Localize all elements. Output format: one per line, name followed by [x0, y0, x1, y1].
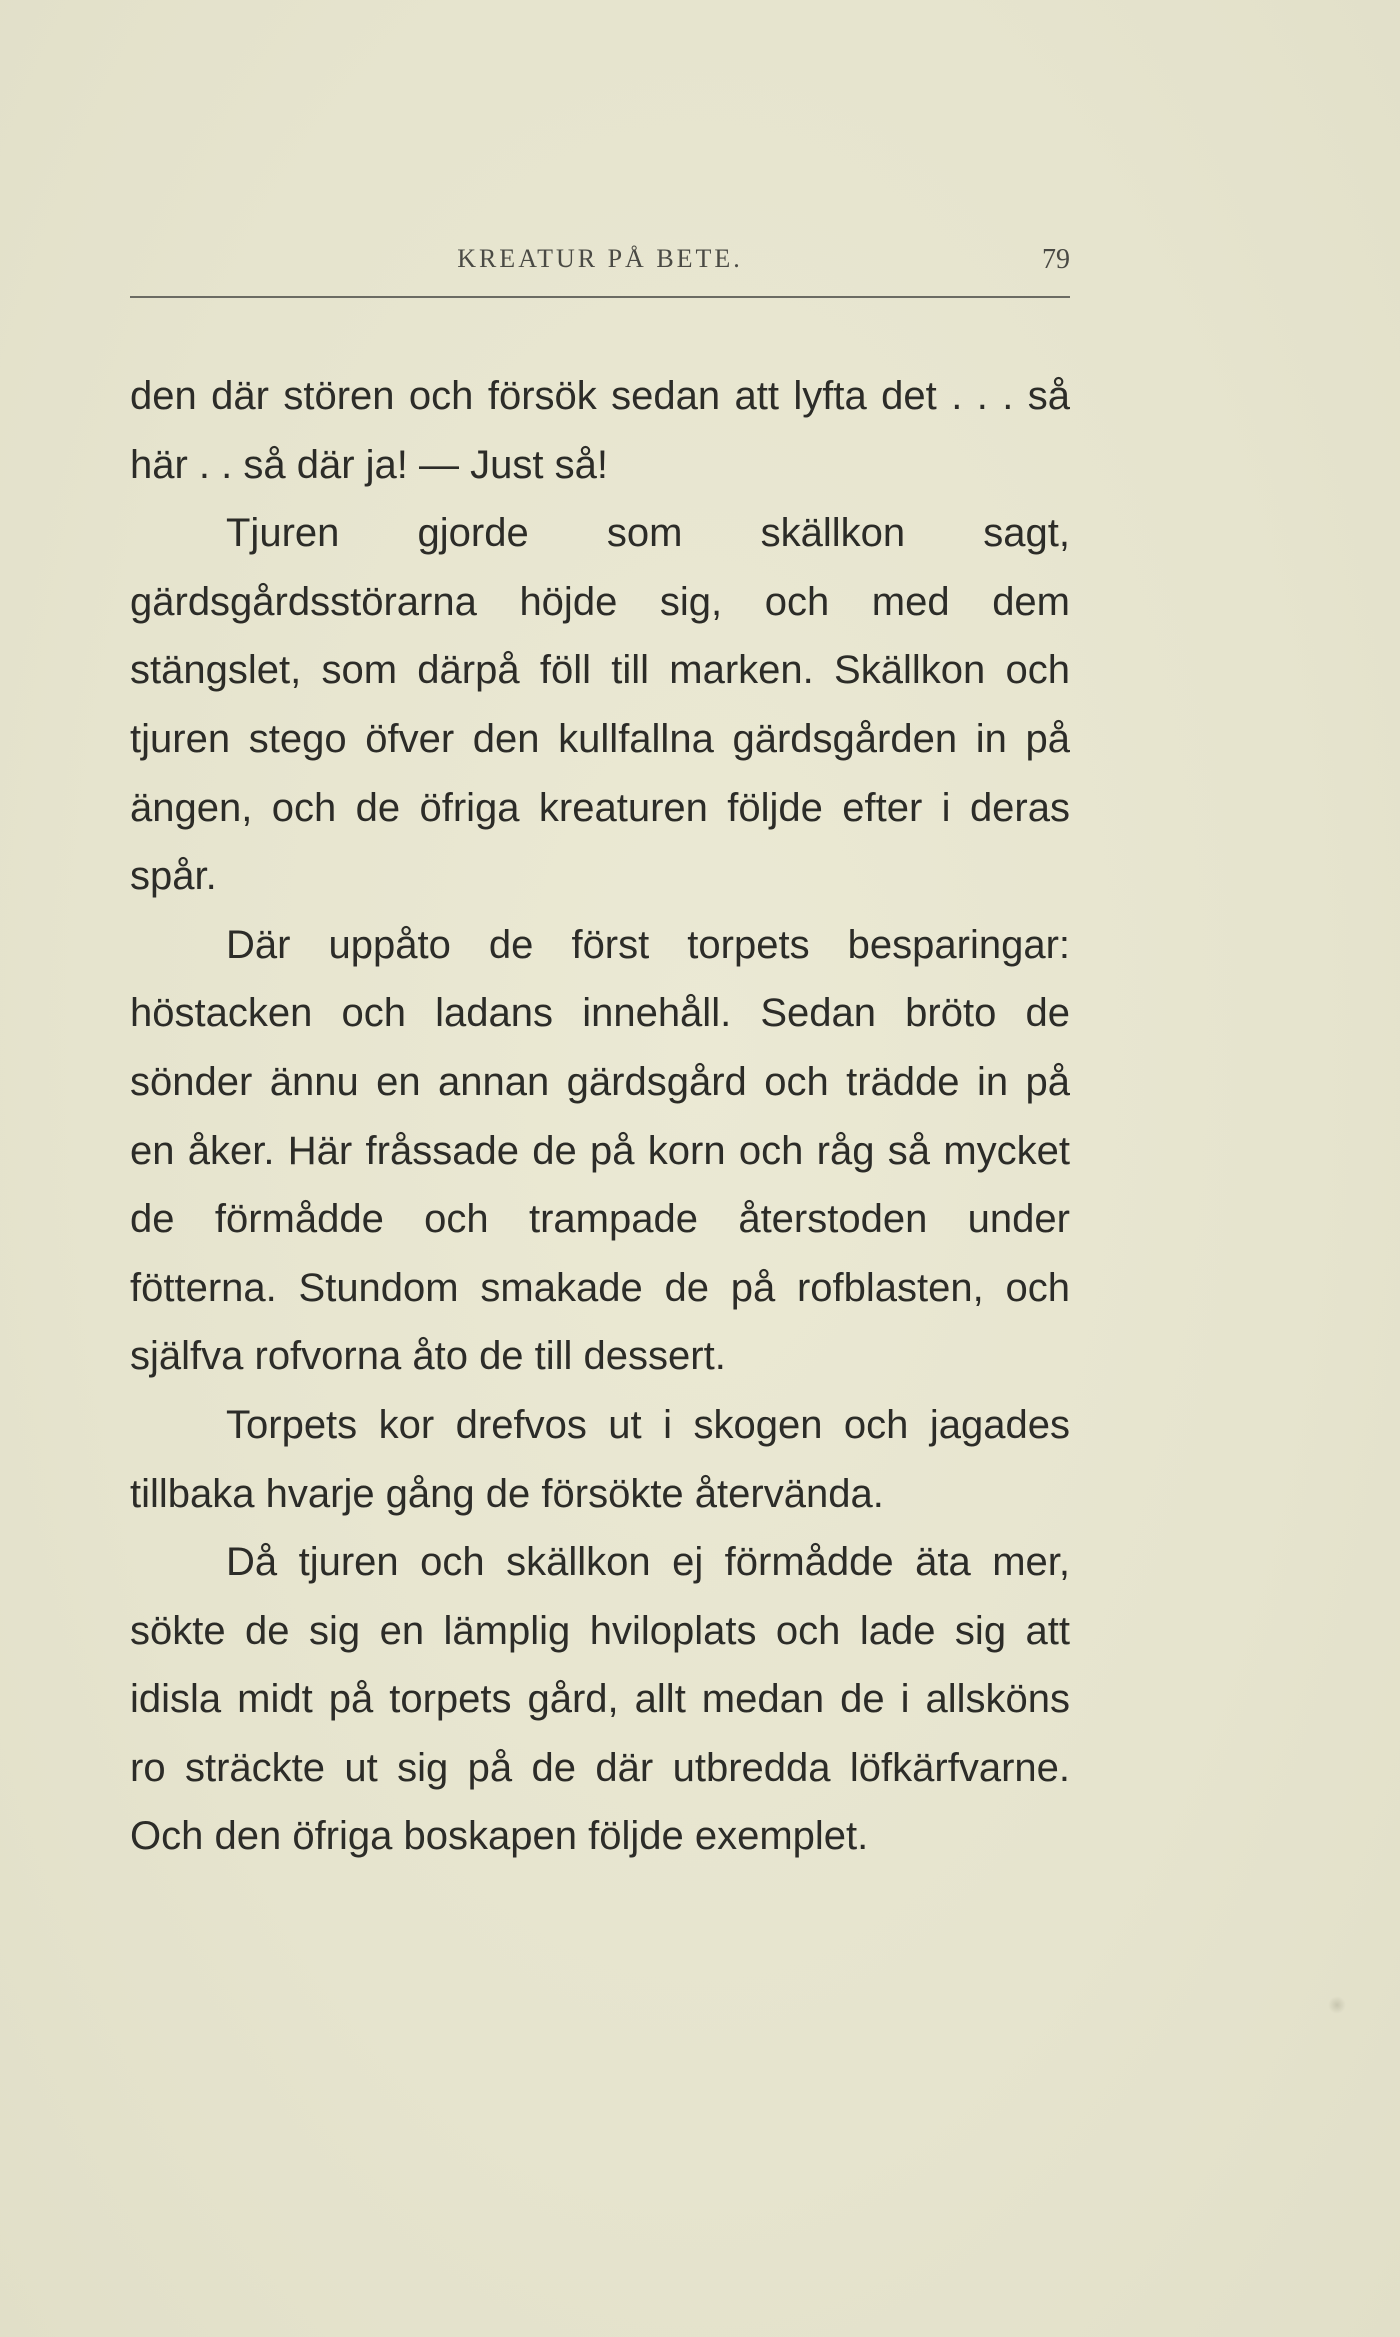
- paragraph-5: Då tjuren och skällkon ej förmådde äta mer, sökte de sig en lämplig hviloplats och lade sig att idisla midt på torpets gård, allt medan de i allsköns ro sträckte ut sig på de där utbredda löfkärfvarne. Och den öfriga boskapen följde exemplet.: [130, 1540, 1070, 1859]
- body-text: [130, 362, 1070, 1871]
- paragraph-4: Torpets kor drefvos ut i skogen och jagades tillbaka hvarje gång de försökte återvända.: [130, 1402, 1070, 1516]
- paper-speck: [1328, 1996, 1346, 2014]
- paragraph-3: Där uppåto de först torpets besparingar: höstacken och ladans innehåll. Sedan bröto de sönder ännu en annan gärdsgård och trädde in på en åker. Här fråssade de på korn och råg så mycket de förmådde och trampade återstoden under fötterna. Stundom smakade de på rofblasten, och själfva rofvorna åto de till dessert.: [130, 922, 1070, 1379]
- running-head-title: KREATUR PÅ BETE.: [457, 244, 743, 273]
- header-rule: [130, 296, 1070, 298]
- page-number: 79: [1042, 244, 1070, 275]
- paragraph-1: den där stören och försök sedan att lyfta det . . . så här . . så där ja! — Just så!: [130, 374, 1070, 487]
- running-head: [130, 244, 1070, 284]
- paragraph-2: Tjuren gjorde som skällkon sagt, gärdsgårdsstörarna höjde sig, och med dem stängslet, som därpå föll till marken. Skällkon och tjuren stego öfver den kullfallna gärdsgården in på ängen, och de öfriga kreaturen följde efter i deras spår.: [130, 511, 1070, 899]
